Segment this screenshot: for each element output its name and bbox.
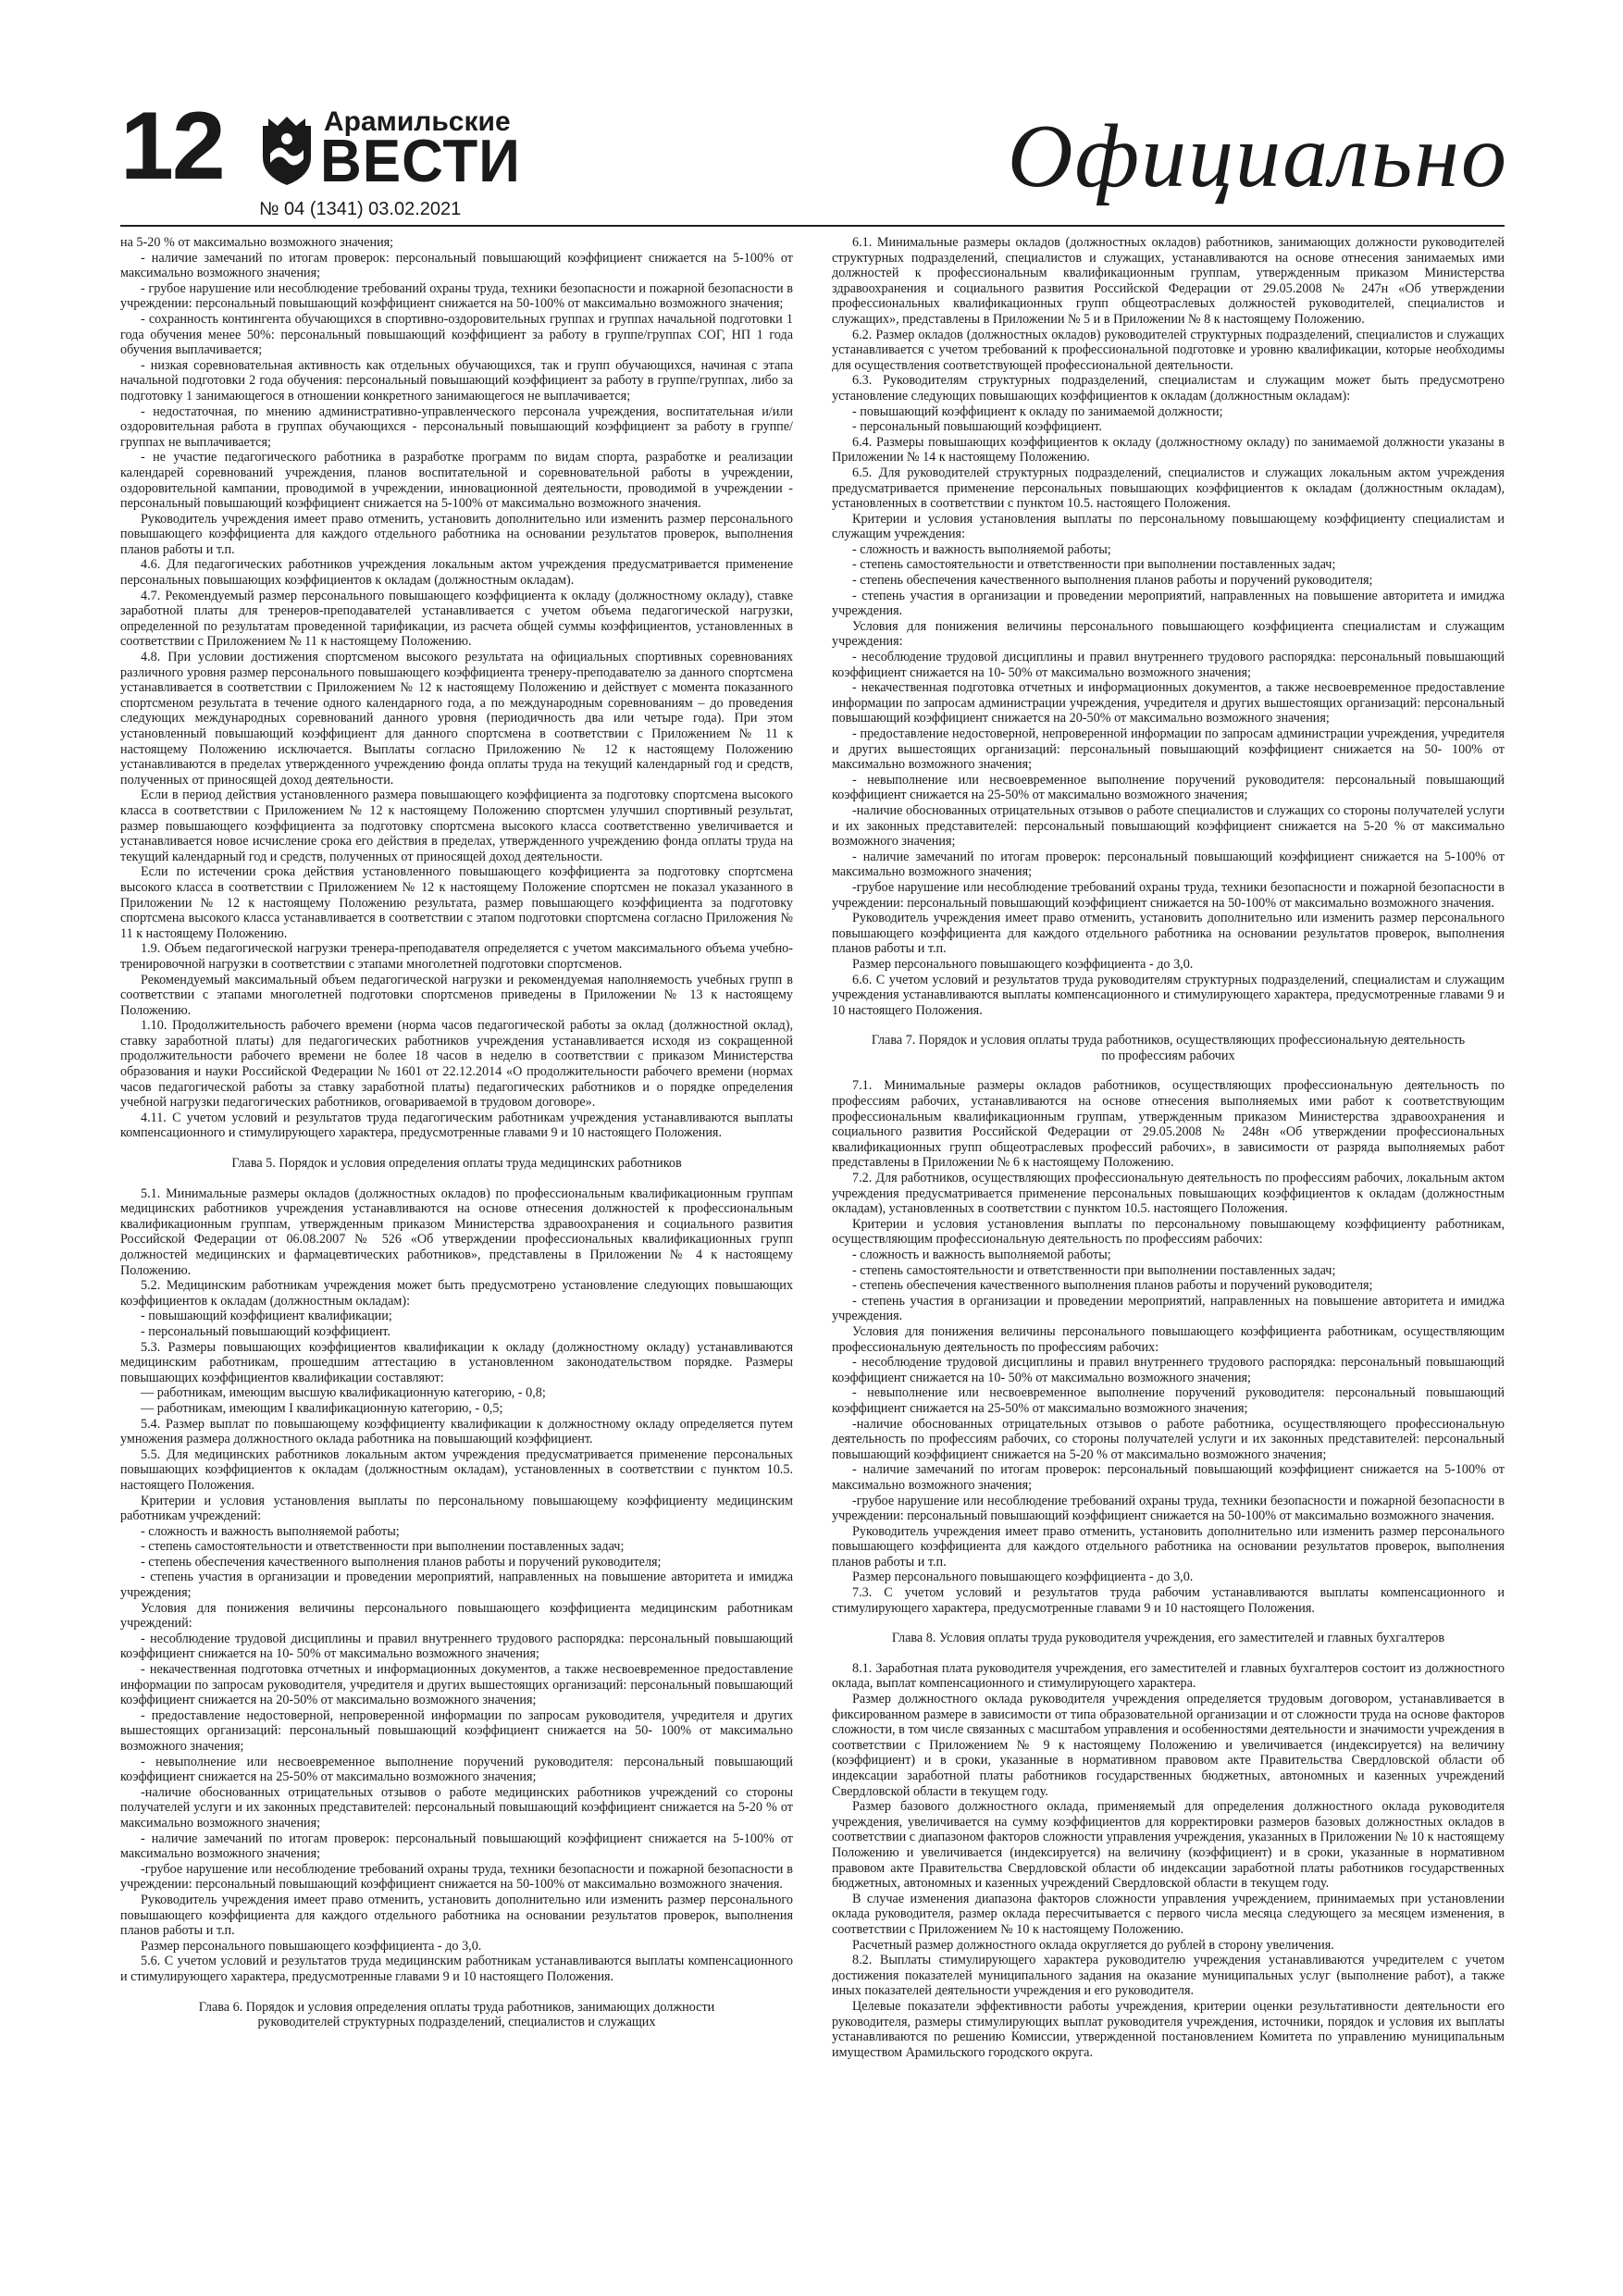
paragraph: Критерии и условия установления выплаты по персональному повышающему коэффициенту специалистам и служащим учреждения:	[832, 511, 1505, 542]
paragraph: - сложность и важность выполняемой работы;	[852, 541, 1111, 557]
paragraph: - степень самостоятельности и ответственности при выполнении поставленных задач;	[141, 1539, 625, 1555]
paragraph: - степень обеспечения качественного выполнения планов работы и поручений руководителя;	[141, 1554, 662, 1570]
paragraph: - степень обеспечения качественного выполнения планов работы и поручений руководителя;	[852, 573, 1373, 589]
paragraph: - персональный повышающий коэффициент.	[852, 419, 1102, 435]
paragraph: Условия для понижения величины персонального повышающего коэффициента медицинским работникам учреждений:	[120, 1600, 793, 1632]
city-crest-icon	[259, 117, 315, 187]
paragraph: 6.1. Минимальные размеры окладов (должностных окладов) работников, занимающих должности руководителей структурных подразделений, специалистов и служащих, устанавливаются на основе отнесения занимаемых ими должностей к профессиональным квалификационным группам, утвержденным приказом Министерства здравоохранения и социального развития Российской Федерации от 29.05.2008 № 247н «Об утверждении профессиональных квалификационных групп общеотраслевых должностей руководителей, специалистов и служащих», представлены в Приложении № 5 и в Приложении № 8 к настоящему Положению.	[832, 235, 1505, 327]
paragraph: - невыполнение или несвоевременное выполнение поручений руководителя: персональный повышающий коэффициент снижается на 25-50% от максимально возможного значения;	[832, 1385, 1505, 1416]
paragraph: -наличие обоснованных отрицательных отзывов о работе специалистов и служащих со стороны получателей услуги и их законных представителей: персональный повышающий коэффициент снижается на 5-20 % от максимально возможного значения;	[832, 802, 1505, 850]
paragraph: -грубое нарушение или несоблюдение требований охраны труда, техники безопасности и пожарной безопасности в учреждении: персональный повышающий коэффициент снижается на 50-100% от максимально возможного значения.	[832, 879, 1505, 911]
paragraph: Условия для понижения величины персонального повышающего коэффициента специалистам и служащим учреждения:	[832, 618, 1505, 650]
paragraph: - сохранность контингента обучающихся в спортивно-оздоровительных группах и группах начальной подготовки 1 года обучения менее 50%: персональный повышающий коэффициент за работу в группе/группах СОГ, НП 1 года обучения выплачивается;	[120, 311, 793, 358]
page-header	[120, 93, 1508, 228]
paragraph: 1.10. Продолжительность рабочего времени (норма часов педагогической работы за оклад (должностной оклад), ставку заработной платы) для педагогических работников учреждения устанавливается исходя из сокращенной продолжительности рабочего времени не более 18 часов в неделю в соответствии с приказом Министерства образования и науки Российской Федерации № 1601 от 22.12.2014 «О продолжительности рабочего времени (нормах часов педагогической работы за ставку заработной платы) педагогических работников и о порядке определения учебной нагрузки педагогических работников, оговариваемой в трудовом договоре».	[120, 1018, 793, 1111]
paragraph: Если в период действия установленного размера повышающего коэффициента за подготовку спортсмена высокого класса в соответствии с Приложением № 12 к настоящему Положению спортсмен улучшил спортивный результат, размер повышающего коэффициента за подготовку спортсмена высокого класса соответственно увеличивается и устанавливается новое исчисление срока его действия в пределах, утвержденного учреждению фонда оплаты труда на текущий календарный год и средств, полученных от приносящей доход деятельности.	[120, 788, 793, 864]
paragraph: Размер базового должностного оклада, применяемый для определения должностного оклада руководителя учреждения, увеличивается на сумму коэффициентов для корректировки размеров базовых должностных окладов в соответствии с диапазоном факторов сложности управления учреждения, указанных в Приложении № 10 к настоящему Положению и увеличивается (индексируется) на величину (коэффициент) и в сроки, указанные в нормативном правовом акте Правительства Свердловской области об индексации заработной платы работников государственных бюджетных, автономных и казенных учреждений Свердловской области в текущем году.	[832, 1799, 1505, 1892]
paragraph: — работникам, имеющим высшую квалификационную категорию, - 0,8;	[141, 1385, 546, 1401]
chapter-heading: Глава 6. Порядок и условия определения оплаты труда работников, занимающих должности руководителей структурных подразделений, специалистов и служащих	[198, 1999, 715, 2030]
paragraph: 5.3. Размеры повышающих коэффициентов квалификации к окладу (должностному окладу) устанавливаются медицинским работникам, прошедшим аттестацию в установленном законодательством порядке. Размеры повышающих коэффициентов квалификации составляют:	[120, 1339, 793, 1385]
paragraph: - предоставление недостоверной, непроверенной информации по запросам руководителя, учредителя и других вышестоящих организаций: персональный повышающий коэффициент снижается на 50- 100% от максимально возможного значения;	[120, 1707, 793, 1754]
newspaper-logo	[259, 104, 611, 195]
header-rule	[120, 225, 1505, 227]
paragraph: - невыполнение или несвоевременное выполнение поручений руководителя: персональный повышающий коэффициент снижается на 25-50% от максимально возможного значения;	[120, 1754, 793, 1785]
paragraph: 4.11. С учетом условий и результатов труда педагогическим работникам учреждения устанавливаются выплаты компенсационного и стимулирующего характера, предусмотренные главами 9 и 10 настоящего Положения.	[120, 1110, 793, 1141]
paragraph: - наличие замечаний по итогам проверок: персональный повышающий коэффициент снижается на 5-100% от максимально возможного значения;	[832, 849, 1505, 880]
paragraph: Размер персонального повышающего коэффициента - до 3,0.	[141, 1938, 482, 1954]
paragraph: 5.6. С учетом условий и результатов труда медицинским работникам устанавливаются выплаты компенсационного и стимулирующего характера, предусмотренные главами 9 и 10 настоящего Положения.	[120, 1954, 793, 1984]
paragraph: - несоблюдение трудовой дисциплины и правил внутреннего трудового распорядка: персональный повышающий коэффициент снижается на 10- 50% от максимально возможного значения;	[832, 1355, 1505, 1385]
paragraph: - степень обеспечения качественного выполнения планов работы и поручений руководителя;	[852, 1278, 1373, 1294]
paragraph: - сложность и важность выполняемой работы;	[141, 1523, 400, 1539]
logo-main-text: ВЕСТИ	[320, 128, 521, 195]
paragraph: 4.8. При условии достижения спортсменом высокого результата на официальных спортивных соревнованиях различного уровня размер персонального повышающего коэффициента тренеру-преподавателю за данного спортсмена устанавливается в соответствии с Приложением № 12 к настоящему Положению и действует с момента показанного спортсменом результата в течение одного календарного года, а по международным соревнованиям – до проведения следующих международных соревнований данного уровня (периодичность два или четыре года). При этом установленный повышающий коэффициент для данного спортсмена в соответствии с Приложением № 11 к настоящему Положению исключается. Выплаты согласно Приложению № 12 к настоящему Положению устанавливаются в пределах утвержденного учреждению фонда оплаты труда на текущий календарный год и средств, полученных от приносящей доход деятельности.	[120, 650, 793, 788]
paragraph: - персональный повышающий коэффициент.	[141, 1323, 390, 1339]
paragraph: - грубое нарушение или несоблюдение требований охраны труда, техники безопасности и пожарной безопасности в учреждении: персональный повышающий коэффициент снижается на 50-100% от максимально возможного значения;	[120, 280, 793, 312]
paragraph: Размер должностного оклада руководителя учреждения определяется трудовым договором, устанавливается в фиксированном размере в зависимости от типа образовательной организации и от сложности труда на основе факторов сложности, в том числе связанных с масштабом управления и особенностями деятельности и значимости учреждения в соответствии с Приложением № 9 к настоящему Положению и увеличивается (индексируется) на величину (коэффициент) и в сроки, указанные в нормативном правовом акте Правительства Свердловской области об индексации заработной платы работников государственных бюджетных, автономных и казенных учреждений Свердловской области в текущем году.	[832, 1692, 1505, 1799]
paragraph: 8.1. Заработная плата руководителя учреждения, его заместителей и главных бухгалтеров состоит из должностного оклада, выплат компенсационного и стимулирующего характера.	[832, 1660, 1505, 1692]
paragraph: - несоблюдение трудовой дисциплины и правил внутреннего трудового распорядка: персональный повышающий коэффициент снижается на 10- 50% от максимально возможного значения;	[832, 650, 1505, 680]
paragraph: - наличие замечаний по итогам проверок: персональный повышающий коэффициент снижается на 5-100% от максимально возможного значения;	[120, 250, 793, 281]
left-column	[120, 235, 793, 2262]
paragraph: 6.2. Размер окладов (должностных окладов) руководителей структурных подразделений, специалистов и служащих устанавливается с учетом требований к профессиональной подготовке и уровню квалификации, которые необходимы для осуществления соответствующей профессиональной деятельности.	[832, 327, 1505, 373]
paragraph: - степень участия в организации и проведении мероприятий, направленных на повышение авторитета и имиджа учреждения;	[120, 1570, 793, 1601]
paragraph: 4.6. Для педагогических работников учреждения локальным актом учреждения предусматривается применение персональных повышающих коэффициентов к окладам (должностным окладам).	[120, 557, 793, 589]
paragraph: Размер персонального повышающего коэффициента - до 3,0.	[852, 956, 1194, 972]
paragraph: Если по истечении срока действия установленного повышающего коэффициента за подготовку спортсмена высокого класса в соответствии с Приложением № 12 к настоящему Положение спортсмен не показал указанного в Приложении № 12 к настоящему Положению результата, размер повышающего коэффициента за подготовку спортсмена высокого класса устанавливается в соответствии с этапом подготовки спортсмена согласно Приложения № 11 к настоящему Положению.	[120, 864, 793, 941]
paragraph: 8.2. Выплаты стимулирующего характера руководителю учреждения устанавливаются учредителем с учетом достижения показателей муниципального задания на оказание муниципальных услуг (выполнение работ), а также иных показателей деятельности учреждения и его руководителя.	[832, 1953, 1505, 1999]
paragraph: 6.5. Для руководителей структурных подразделений, специалистов и служащих локальным актом учреждения предусматривается применение персональных повышающих коэффициентов к окладам (должностным окладам), установленных в соответствии с пунктом 10.5. настоящего Положения.	[832, 465, 1505, 512]
paragraph: - некачественная подготовка отчетных и информационных документов, а также несвоевременное предоставление информации по запросам администрации учреждения, учредителя и других вышестоящих организаций: персональный повышающий коэффициент снижается на 20-50% от максимально возможного значения;	[832, 680, 1505, 726]
paragraph: 1.9. Объем педагогической нагрузки тренера-преподавателя определяется с учетом максимального объема учебно-тренировочной нагрузки в соответствии с этапами многолетней подготовки спортсменов.	[120, 941, 793, 972]
paragraph: - предоставление недостоверной, непроверенной информации по запросам администрации учреждения, учредителя и других вышестоящих организаций: персональный повышающий коэффициент снижается на 50- 100% от максимально возможного значения;	[832, 726, 1505, 773]
paragraph: - повышающий коэффициент к окладу по занимаемой должности;	[852, 403, 1223, 419]
paragraph: 5.1. Минимальные размеры окладов (должностных окладов) по профессиональным квалификационным группам медицинских работников учреждения устанавливаются на основе отнесения должностей к профессиональным квалификационным группам, утвержденным приказом Министерства здравоохранения и социального развития Российской Федерации от 06.08.2007 № 526 «Об утверждении профессиональных квалификационных групп должностей медицинских и фармацевтических работников», представлены в Приложении № 4 к настоящему Положению.	[120, 1185, 793, 1278]
paragraph: - сложность и важность выполняемой работы;	[852, 1247, 1111, 1262]
paragraph: 5.5. Для медицинских работников локальным актом учреждения предусматривается применение персональных повышающих коэффициентов к окладам (должностным окладам), установленных в соответствии с пунктом 10.5. настоящего Положения.	[120, 1446, 793, 1493]
paragraph: — работникам, имеющим I квалификационную категорию, - 0,5;	[141, 1400, 503, 1416]
paragraph: -наличие обоснованных отрицательных отзывов о работе медицинских работников учреждений со стороны получателей услуги и их законных представителей: персональный повышающий коэффициент снижается на 5-20 % от максимально возможного значения;	[120, 1784, 793, 1831]
paragraph: Рекомендуемый максимальный объем педагогической нагрузки и рекомендуемая наполняемость учебных групп в соответствии с этапами многолетней подготовки спортсменов приведены в Приложении № 13 к настоящему Положению.	[120, 972, 793, 1018]
paragraph: 5.2. Медицинским работникам учреждения может быть предусмотрено установление следующих повышающих коэффициентов к окладам (должностным окладам):	[120, 1278, 793, 1309]
section-title: Официально	[1007, 106, 1508, 206]
paragraph: Расчетный размер должностного оклада округляется до рублей в сторону увеличения.	[852, 1937, 1334, 1953]
chapter-heading: Глава 5. Порядок и условия определения оплаты труда медицинских работников	[231, 1156, 682, 1172]
paragraph: Условия для понижения величины персонального повышающего коэффициента работникам, осуществляющим профессиональную деятельность по профессиям рабочих:	[832, 1323, 1505, 1355]
paragraph: Руководитель учреждения имеет право отменить, установить дополнительно или изменить размер персонального повышающего коэффициента для каждого отдельного работника на основании результатов проверок, выполнения планов работы и т.п.	[120, 1892, 793, 1939]
paragraph: В случае изменения диапазона факторов сложности управления учреждением, принимаемых при установлении оклада руководителя, размер оклада пересчитывается с первого числа месяца следующего за месяцем изменения, в соответствии с Приложением № 10 к настоящему Положению.	[832, 1891, 1505, 1937]
paragraph: - степень участия в организации и проведении мероприятий, направленных на повышение авторитета и имиджа учреждения.	[832, 1293, 1505, 1324]
paragraph: 7.2. Для работников, осуществляющих профессиональную деятельность по профессиям рабочих, локальным актом учреждения предусматривается применение персональных повышающих коэффициентов к окладам (должностным окладам), установленных в соответствии с пунктом 10.5. настоящего Положения.	[832, 1171, 1505, 1217]
right-column	[832, 235, 1505, 2262]
paragraph: - наличие замечаний по итогам проверок: персональный повышающий коэффициент снижается на 5-100% от максимально возможного значения;	[120, 1831, 793, 1862]
paragraph: - не участие педагогического работника в разработке программ по видам спорта, разработке и реализации календарей соревнований учреждения, планов воспитательной и соревновательной работы в учреждении, оздоровительной кампании, проводимой в учреждении, инновационной деятельности, проводимой в учреждении - персональный повышающий коэффициент снижается на 5-100% от максимально возможного значения.	[120, 450, 793, 512]
paragraph: -грубое нарушение или несоблюдение требований охраны труда, техники безопасности и пожарной безопасности в учреждении: персональный повышающий коэффициент снижается на 50-100% от максимально возможного значения.	[832, 1493, 1505, 1524]
paragraph: - низкая соревновательная активность как отдельных обучающихся, так и групп обучающихся, начиная с этапа начальной подготовки 2 года обучения: персональный повышающий коэффициент за работу в группе/группах, либо за подготовку 1 занимающегося в отношении конкретного занимающегося не выплачивается;	[120, 357, 793, 403]
chapter-heading: Глава 7. Порядок и условия оплаты труда работников, осуществляющих профессиональную деятельность по профессиям рабочих	[871, 1033, 1466, 1063]
paragraph: -грубое нарушение или несоблюдение требований охраны труда, техники безопасности и пожарной безопасности в учреждении: персональный повышающий коэффициент снижается на 50-100% от максимально возможного значения.	[120, 1861, 793, 1893]
paragraph: - степень участия в организации и проведении мероприятий, направленных на повышение авторитета и имиджа учреждения.	[832, 588, 1505, 619]
paragraph: Критерии и условия установления выплаты по персональному повышающему коэффициенту медицинским работникам учреждений:	[120, 1493, 793, 1524]
paragraph: Руководитель учреждения имеет право отменить, установить дополнительно или изменить размер персонального повышающего коэффициента для каждого отдельного работника на основании результатов проверок, выполнения планов работы и т.п.	[832, 1523, 1505, 1570]
paragraph: Размер персонального повышающего коэффициента - до 3,0.	[852, 1570, 1194, 1585]
paragraph: 6.6. С учетом условий и результатов труда руководителям структурных подразделений, специалистам и служащим учреждения устанавливаются выплаты компенсационного и стимулирующего характера, предусмотренные главами 9 и 10 настоящего Положения.	[832, 972, 1505, 1018]
paragraph: 5.4. Размер выплат по повышающему коэффициенту квалификации к должностному окладу определяется путем умножения размера должностного оклада работника на повышающий коэффициент.	[120, 1416, 793, 1447]
paragraph: - некачественная подготовка отчетных и информационных документов, а также несвоевременное предоставление информации по запросам руководителя, учредителя и других вышестоящих организаций: персональный повышающий коэффициент снижается на 20-50% от максимально возможного значения;	[120, 1662, 793, 1708]
paragraph: -наличие обоснованных отрицательных отзывов о работе работника, осуществляющего профессиональную деятельность по профессиям рабочих, со стороны получателей услуги и их законных представителей: персональный повышающий коэффициент снижается на 5-20 % от максимально возможного значения;	[832, 1416, 1505, 1462]
page-number: 12	[120, 93, 224, 200]
paragraph: - невыполнение или несвоевременное выполнение поручений руководителя: персональный повышающий коэффициент снижается на 25-50% от максимально возможного значения;	[832, 772, 1505, 803]
paragraph: - повышающий коэффициент квалификации;	[141, 1309, 392, 1324]
paragraph: на 5-20 % от максимально возможного значения;	[120, 235, 394, 250]
paragraph: 4.7. Рекомендуемый размер персонального повышающего коэффициента к окладу (должностному окладу), ставке заработной платы для тренеров-преподавателей устанавливается с учетом объема педагогической нагрузки, определенной по результатам проведенной тарификации, из расчета общей суммы коэффициентов, установленных в соответствии с Приложением № 11 к настоящему Положению.	[120, 588, 793, 650]
logo-top-text: Арамильские	[324, 106, 511, 137]
paragraph: - недостаточная, по мнению административно-управленческого персонала учреждения, воспитательная и/или оздоровительная работа в группах обучающихся - персональный повышающий коэффициент за работу в группе/группах не выплачивается;	[120, 403, 793, 450]
issue-info: № 04 (1341) 03.02.2021	[259, 199, 462, 219]
paragraph: - наличие замечаний по итогам проверок: персональный повышающий коэффициент снижается на 5-100% от максимально возможного значения;	[832, 1462, 1505, 1493]
paragraph: - степень самостоятельности и ответственности при выполнении поставленных задач;	[852, 1262, 1336, 1278]
paragraph: Целевые показатели эффективности работы учреждения, критерии оценки результативности деятельности его руководителя, размеры стимулирующих выплат руководителя учреждения, источники, порядок и условия их выплаты устанавливаются по решению Комиссии, утвержденной постановлением Комитета по управлению муниципальным имуществом Арамильского городского округа.	[832, 1998, 1505, 2060]
paragraph: 7.1. Минимальные размеры окладов работников, осуществляющих профессиональную деятельность по профессиям рабочих, устанавливаются на основе отнесения выполняемых ими работ к соответствующим профессиональным квалификационным группам, утвержденным приказом Министерства здравоохранения и социального развития Российской Федерации от 29.05.2008 № 248н «Об утверждении профессиональных квалификационных групп общеотраслевых профессий рабочих», в зависимости от разряда выполняемых работ представлены в Приложении № 6 к настоящему Положению.	[832, 1078, 1505, 1171]
paragraph: Критерии и условия установления выплаты по персональному повышающему коэффициенту работникам, осуществляющим профессиональную деятельность по профессиям рабочих:	[832, 1216, 1505, 1247]
paragraph: 7.3. С учетом условий и результатов труда рабочим устанавливаются выплаты компенсационного и стимулирующего характера, предусмотренные главами 9 и 10 настоящего Положения.	[832, 1585, 1505, 1616]
chapter-heading: Глава 8. Условия оплаты труда руководителя учреждения, его заместителей и главных бухгалтеров	[891, 1631, 1445, 1646]
paragraph: Руководитель учреждения имеет право отменить, установить дополнительно или изменить размер персонального повышающего коэффициента для каждого отдельного работника на основании результатов проверок, выполнения планов работы и т.п.	[832, 911, 1505, 957]
paragraph: 6.4. Размеры повышающих коэффициентов к окладу (должностному окладу) по занимаемой должности указаны в Приложении № 14 к настоящему Положению.	[832, 434, 1505, 465]
paragraph: Руководитель учреждения имеет право отменить, установить дополнительно или изменить размер персонального повышающего коэффициента для каждого отдельного работника на основании результатов проверок, выполнения планов работы и т.п.	[120, 511, 793, 557]
paragraph: - степень самостоятельности и ответственности при выполнении поставленных задач;	[852, 557, 1336, 573]
paragraph: - несоблюдение трудовой дисциплины и правил внутреннего трудового распорядка: персональный повышающий коэффициент снижается на 10- 50% от максимально возможного значения;	[120, 1631, 793, 1662]
paragraph: 6.3. Руководителям структурных подразделений, специалистам и служащим может быть предусмотрено установление следующих повышающих коэффициентов к окладам (должностным окладам):	[832, 373, 1505, 403]
